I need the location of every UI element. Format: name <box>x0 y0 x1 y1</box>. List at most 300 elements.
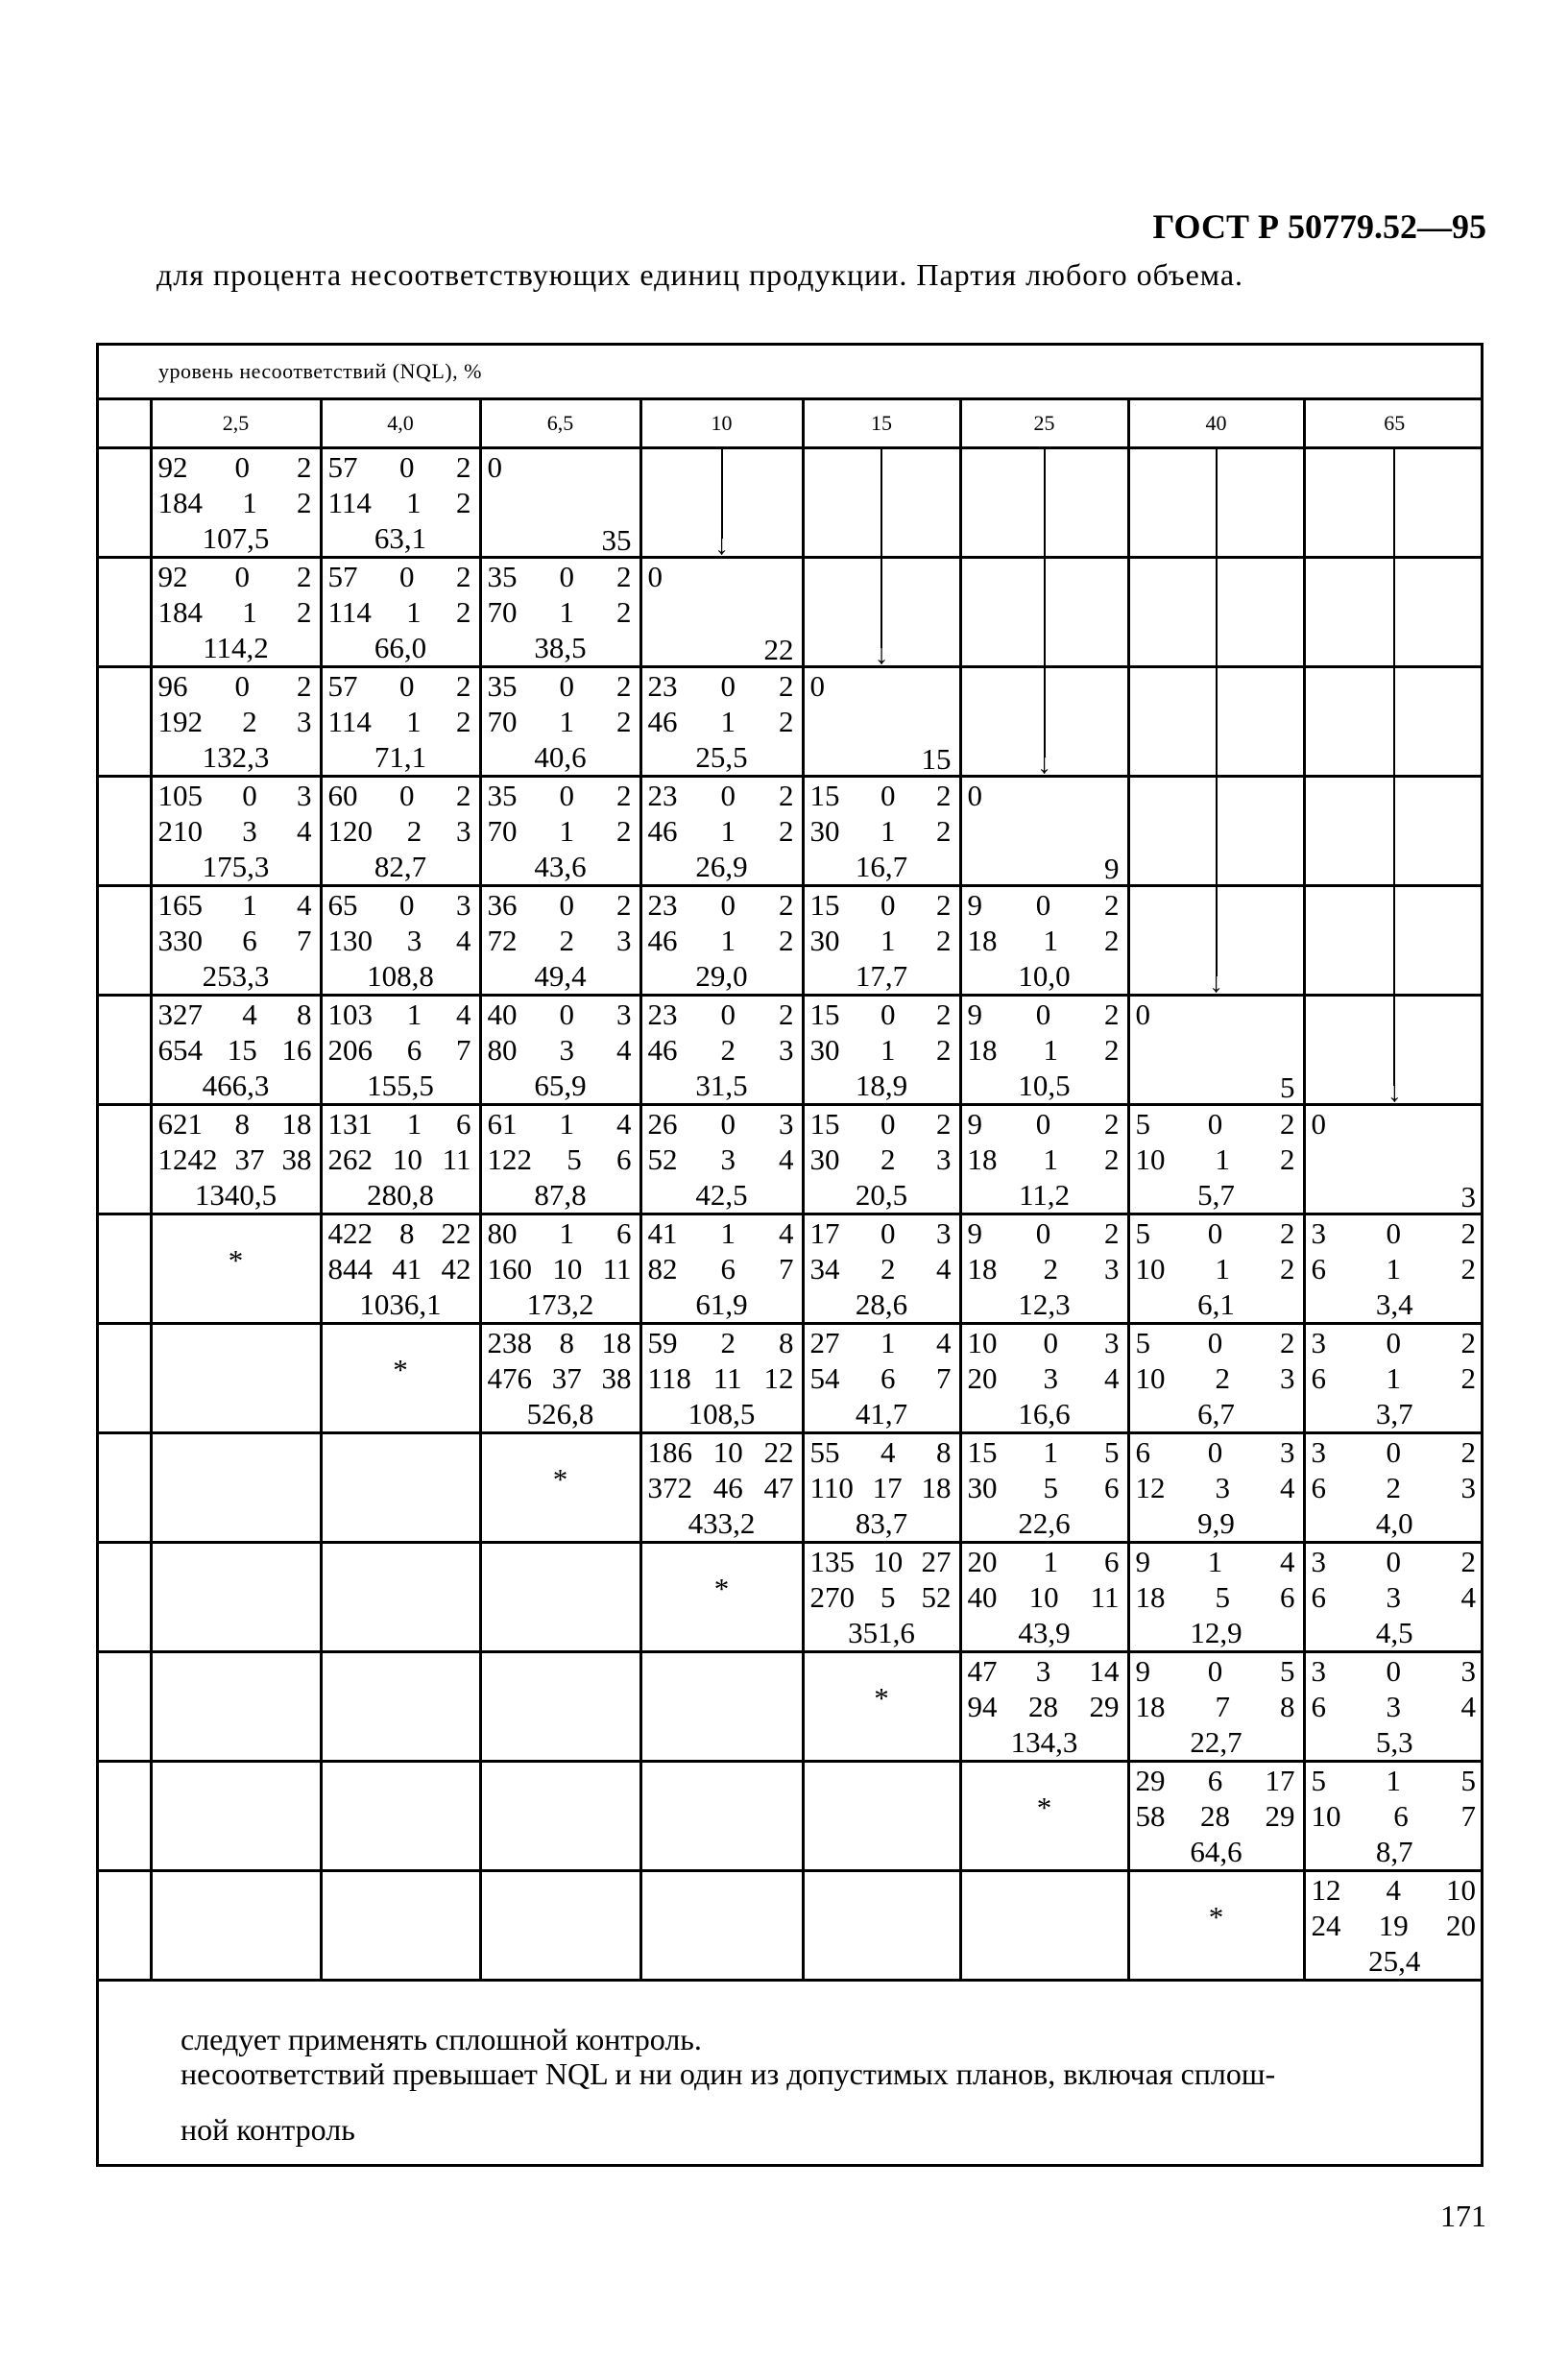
plan-value: 1 <box>559 1107 574 1141</box>
down-arrow-icon <box>1306 559 1484 665</box>
empty-cell <box>151 1762 321 1871</box>
down-arrow-icon <box>1130 559 1303 665</box>
plan-value: 30 <box>809 814 840 848</box>
table-body <box>96 448 1484 1981</box>
plan-value: 2 <box>720 1033 736 1067</box>
plan-value: 1 <box>1043 1142 1058 1176</box>
arrow-cell <box>960 448 1128 558</box>
plan-value: 0 <box>1207 1107 1223 1141</box>
plan-cell <box>960 996 1128 1105</box>
plan-cell <box>480 1105 640 1214</box>
plan-value: 844 <box>327 1252 373 1286</box>
plan-value: 2 <box>779 888 794 922</box>
table-row <box>96 1324 1484 1433</box>
plan-value: 0 <box>234 560 250 593</box>
plan-line-first <box>1130 1763 1303 1798</box>
plan-value: 0 <box>1035 888 1051 922</box>
stub-header <box>96 399 151 448</box>
asterisk-mark: * <box>874 1681 889 1715</box>
plan-line-second <box>805 1360 959 1396</box>
table-row <box>96 1543 1484 1652</box>
plan-value: 0 <box>880 998 896 1031</box>
plan-value: 8 <box>234 1107 250 1141</box>
sample-size: 35 <box>601 523 632 557</box>
full-inspection-cell <box>803 1652 960 1762</box>
plan-cell <box>960 1433 1128 1543</box>
plan-total: 8,7 <box>1375 1835 1413 1868</box>
plan-value: 30 <box>809 924 840 957</box>
plan-value: 2 <box>1280 1326 1295 1359</box>
plan-total: 43,6 <box>534 850 587 883</box>
plan-value: 42 <box>441 1252 471 1286</box>
arrow-cell <box>1304 886 1484 996</box>
plan-value: 422 <box>327 1216 373 1250</box>
arrow-cell <box>960 558 1128 667</box>
plan-value: 0 <box>1386 1326 1401 1359</box>
row-stub <box>96 1324 151 1433</box>
column-header: 2,5 <box>151 399 321 448</box>
plan-cell <box>640 996 803 1105</box>
plan-value: 26 <box>647 1107 678 1141</box>
plan-line-first <box>323 1215 479 1251</box>
footnote-line-1: следует применять сплошной контроль. <box>181 2022 702 2056</box>
plan-cell <box>1304 1324 1484 1433</box>
plan-cell <box>480 886 640 996</box>
plan-value: 0 <box>1043 1326 1058 1359</box>
plan-value: 3 <box>936 1216 952 1250</box>
full-inspection-cell <box>480 1433 640 1543</box>
plan-total: 18,9 <box>855 1069 908 1102</box>
plan-value: 82 <box>647 1252 678 1286</box>
empty-cell <box>321 1762 480 1871</box>
plan-cell <box>803 1543 960 1652</box>
plan-value: 5 <box>1311 1764 1326 1797</box>
plan-value: 372 <box>647 1471 692 1504</box>
table-row <box>96 1652 1484 1762</box>
plan-value: 0 <box>399 669 415 703</box>
plan-value: 210 <box>157 814 203 848</box>
plan-line-second <box>1306 1360 1484 1396</box>
plan-total: 22,6 <box>1018 1506 1071 1540</box>
plan-value: 3 <box>936 1142 952 1176</box>
plan-value: 5 <box>1135 1326 1150 1359</box>
plan-value: 270 <box>809 1580 855 1614</box>
plan-line-first <box>1130 1325 1303 1360</box>
plan-value: 22 <box>763 1435 794 1469</box>
empty-cell <box>321 1543 480 1652</box>
plan-value: 1 <box>242 486 257 519</box>
plan-value: 0 <box>1207 1216 1223 1250</box>
plan-line-first <box>805 1106 959 1142</box>
plan-value: 186 <box>647 1435 692 1469</box>
plan-total: 351,6 <box>848 1616 915 1649</box>
plan-value: 6 <box>616 1216 632 1250</box>
plan-line-second <box>1306 1470 1484 1505</box>
plan-value: 15 <box>809 779 840 812</box>
row-stub <box>96 996 151 1105</box>
plan-value: 34 <box>809 1252 840 1286</box>
plan-value: 2 <box>616 779 632 812</box>
plan-cell <box>151 777 321 886</box>
plan-value: 18 <box>1135 1690 1166 1723</box>
plan-line-second <box>323 1251 479 1286</box>
plan-value: 9 <box>967 888 982 922</box>
plan-value: 4 <box>1280 1545 1295 1578</box>
plan-total: 31,5 <box>695 1069 748 1102</box>
plan-value: 41 <box>392 1252 422 1286</box>
plan-cell <box>803 1214 960 1324</box>
plan-value: 1 <box>1043 1545 1058 1578</box>
plan-value: 58 <box>1135 1799 1166 1833</box>
plan-value: 6 <box>1135 1435 1150 1469</box>
plan-total: 83,7 <box>855 1506 908 1540</box>
plan-line-second <box>1130 1360 1303 1396</box>
plan-value: 28 <box>1200 1799 1230 1833</box>
plan-value: 2 <box>297 486 312 519</box>
plan-value: 40 <box>967 1580 998 1614</box>
plan-cell <box>803 777 960 886</box>
plan-value: 4 <box>1104 1361 1120 1395</box>
plan-value: 0 <box>1386 1654 1401 1688</box>
plan-cell <box>1128 1433 1304 1543</box>
plan-value: 29 <box>1265 1799 1295 1833</box>
plan-value: 10 <box>1135 1361 1166 1395</box>
plan-value: 4 <box>1386 1873 1401 1907</box>
plan-value: 1 <box>720 814 736 848</box>
plan-value: 30 <box>809 1142 840 1176</box>
plan-value: 3 <box>1311 1435 1326 1469</box>
plan-value: 8 <box>1280 1690 1295 1723</box>
plan-line-second <box>323 1142 479 1177</box>
plan-value: 16 <box>281 1033 312 1067</box>
plan-value: 114 <box>327 705 372 738</box>
plan-value: 2 <box>559 924 574 957</box>
plan-value: 54 <box>809 1361 840 1395</box>
plan-cell <box>803 1105 960 1214</box>
empty-cell <box>480 1871 640 1981</box>
plan-value: 80 <box>487 1216 518 1250</box>
plan-value: 6 <box>880 1361 896 1395</box>
plan-value: 15 <box>227 1033 257 1067</box>
plan-value: 0 <box>1386 1545 1401 1578</box>
down-arrow-icon <box>1306 887 1484 994</box>
plan-total: 25,5 <box>695 740 748 774</box>
plan-cell <box>321 1105 480 1214</box>
plan-cell <box>151 558 321 667</box>
plan-value: 2 <box>1460 1326 1476 1359</box>
plan-value: 59 <box>647 1326 678 1359</box>
table-row <box>96 1871 1484 1981</box>
down-arrow-icon: ↓ <box>962 668 1127 775</box>
plan-value: 238 <box>487 1326 532 1359</box>
plan-total: 65,9 <box>534 1069 587 1102</box>
plan-line-second <box>153 704 320 739</box>
plan-total: 29,0 <box>695 959 748 993</box>
arrow-cell <box>1304 558 1484 667</box>
plan-cell <box>321 448 480 558</box>
plan-value: 2 <box>616 814 632 848</box>
plan-value: 0 <box>242 779 257 812</box>
plan-value: 0 <box>399 888 415 922</box>
plan-value: 46 <box>647 814 678 848</box>
table-row <box>96 1214 1484 1324</box>
plan-value: 10 <box>1446 1873 1476 1907</box>
down-arrow-icon <box>1306 449 1484 556</box>
plan-line-second <box>153 1032 320 1068</box>
plan-line-second <box>482 813 639 849</box>
plan-cell <box>960 1324 1128 1433</box>
plan-value: 3 <box>406 924 422 957</box>
plan-value: 105 <box>157 779 203 812</box>
plan-value: 35 <box>487 560 518 593</box>
plan-line-second <box>323 704 479 739</box>
plan-value: 4 <box>1460 1690 1476 1723</box>
plan-total: 155,5 <box>367 1069 434 1102</box>
down-arrow-icon <box>1130 778 1303 884</box>
plan-value: 6 <box>1104 1545 1120 1578</box>
empty-cell <box>803 1762 960 1871</box>
table-row <box>96 558 1484 667</box>
plan-value: 92 <box>157 450 188 484</box>
plan-line-second <box>962 1142 1127 1177</box>
column-header: 65 <box>1304 399 1484 448</box>
plan-value: 3 <box>779 1107 794 1141</box>
plan-value: 3 <box>1311 1326 1326 1359</box>
plan-value: 3 <box>1460 1471 1476 1504</box>
plan-value: 9 <box>1135 1654 1150 1688</box>
plan-value: 70 <box>487 705 518 738</box>
plan-line-first <box>962 1106 1127 1142</box>
plan-value: 6 <box>406 1033 422 1067</box>
plan-value: 103 <box>327 998 373 1031</box>
plan-value: 15 <box>809 888 840 922</box>
arrow-cell <box>1128 667 1304 777</box>
plan-line-first <box>642 997 802 1032</box>
empty-cell <box>960 1871 1128 1981</box>
sample-size: 9 <box>1104 852 1120 885</box>
plan-line-second <box>805 923 959 958</box>
plan-total: 43,9 <box>1018 1616 1071 1649</box>
plan-line-first <box>1306 1763 1484 1798</box>
plan-value: 1 <box>720 1216 736 1250</box>
plan-value: 2 <box>779 924 794 957</box>
plan-value: 22 <box>441 1216 471 1250</box>
plan-line-first <box>153 1106 320 1142</box>
plan-line-first <box>642 668 802 704</box>
plan-line-first <box>642 778 802 813</box>
plan-value: 3 <box>1104 1326 1120 1359</box>
plan-total: 12,3 <box>1018 1287 1071 1321</box>
plan-value: 0 <box>1207 1326 1223 1359</box>
down-arrow-icon <box>1306 778 1484 884</box>
plan-value: 0 <box>880 1107 896 1141</box>
down-arrow-icon: ↓ <box>642 449 802 556</box>
plan-value: 1 <box>406 705 422 738</box>
plan-total: 49,4 <box>534 959 587 993</box>
plan-line-first <box>482 668 639 704</box>
asterisk-mark: * <box>1208 1900 1224 1934</box>
plan-value: 29 <box>1135 1764 1166 1797</box>
plan-value: 0 <box>559 669 574 703</box>
plan-line-first <box>805 887 959 923</box>
plan-value: 15 <box>809 1107 840 1141</box>
plan-value: 2 <box>455 705 471 738</box>
plan-value: 2 <box>936 998 952 1031</box>
plan-value: 2 <box>456 669 471 703</box>
plan-cell <box>151 667 321 777</box>
plan-cell <box>480 777 640 886</box>
plan-value: 2 <box>1280 1216 1295 1250</box>
plan-value: 2 <box>616 560 632 593</box>
zero-plan-cell <box>960 777 1128 886</box>
plan-value: 38 <box>601 1361 632 1395</box>
plan-value: 20 <box>967 1545 998 1578</box>
plan-total: 87,8 <box>534 1178 587 1212</box>
plan-line-second <box>1130 1579 1303 1615</box>
plan-value: 1 <box>406 595 422 629</box>
plan-total: 12,9 <box>1190 1616 1242 1649</box>
plan-line-second <box>482 704 639 739</box>
plan-line-second <box>323 813 479 849</box>
plan-value: 1 <box>1215 1252 1230 1286</box>
plan-value: 52 <box>921 1580 952 1614</box>
column-header: 10 <box>640 399 803 448</box>
plan-value: 37 <box>234 1142 265 1176</box>
plan-total: 61,9 <box>695 1287 748 1321</box>
plan-value: 2 <box>1215 1361 1230 1395</box>
plan-line-second <box>805 1251 959 1286</box>
row-stub <box>96 1105 151 1214</box>
plan-line-first <box>153 997 320 1032</box>
empty-cell <box>151 1324 321 1433</box>
plan-total: 526,8 <box>526 1397 594 1430</box>
nql-label: уровень несоответствий (NQL), % <box>158 359 482 383</box>
plan-total: 20,5 <box>855 1178 908 1212</box>
plan-value: 6 <box>1207 1764 1223 1797</box>
plan-value: 0 <box>1035 1216 1051 1250</box>
plan-line-second <box>962 1470 1127 1505</box>
plan-value: 2 <box>880 1252 896 1286</box>
plan-value: 327 <box>157 998 203 1031</box>
plan-value: 6 <box>1311 1471 1326 1504</box>
zero-value: 0 <box>967 779 982 812</box>
plan-value: 5 <box>1043 1471 1058 1504</box>
plan-value: 165 <box>157 888 203 922</box>
plan-value: 0 <box>1386 1216 1401 1250</box>
plan-total: 114,2 <box>203 631 269 664</box>
plan-line-first <box>482 887 639 923</box>
plan-line-second <box>323 485 479 520</box>
plan-value: 18 <box>601 1326 632 1359</box>
zero-value: 0 <box>1311 1107 1326 1141</box>
plan-value: 46 <box>647 705 678 738</box>
plan-total: 1340,5 <box>194 1178 277 1212</box>
plan-value: 0 <box>720 669 736 703</box>
plan-value: 6 <box>1311 1252 1326 1286</box>
plan-value: 2 <box>880 1142 896 1176</box>
plan-value: 122 <box>487 1142 532 1176</box>
plan-value: 2 <box>779 998 794 1031</box>
plan-value: 2 <box>1104 1216 1120 1250</box>
sample-size: 5 <box>1280 1070 1295 1104</box>
plan-line-second <box>642 1142 802 1177</box>
plan-value: 4 <box>616 1107 632 1141</box>
plan-value: 20 <box>967 1361 998 1395</box>
sample-size: 3 <box>1460 1180 1476 1214</box>
plan-value: 118 <box>647 1361 691 1395</box>
plan-value: 6 <box>1104 1471 1120 1504</box>
plan-value: 6 <box>720 1252 736 1286</box>
plan-value: 1 <box>559 705 574 738</box>
plan-value: 1 <box>880 814 896 848</box>
plan-value: 17 <box>872 1471 903 1504</box>
plan-value: 24 <box>1311 1909 1341 1942</box>
plan-value: 10 <box>552 1252 583 1286</box>
plan-cell <box>1304 1214 1484 1324</box>
plan-line-second <box>482 594 639 630</box>
plan-value: 1 <box>1215 1142 1230 1176</box>
plan-line-second <box>153 813 320 849</box>
plan-total: 173,2 <box>526 1287 594 1321</box>
asterisk-mark: * <box>552 1462 568 1496</box>
empty-cell <box>151 1871 321 1981</box>
plan-value: 184 <box>157 595 203 629</box>
empty-cell <box>640 1762 803 1871</box>
plan-value: 7 <box>297 924 312 957</box>
plan-value: 1 <box>880 1033 896 1067</box>
plan-line-second <box>153 1142 320 1177</box>
plan-cell <box>960 1214 1128 1324</box>
table-row <box>96 886 1484 996</box>
plan-cell <box>803 996 960 1105</box>
plan-line-second <box>482 1032 639 1068</box>
arrow-cell <box>803 558 960 670</box>
plan-value: 6 <box>616 1142 632 1176</box>
plan-cell <box>1304 1871 1484 1981</box>
plan-value: 160 <box>487 1252 532 1286</box>
plan-value: 46 <box>647 924 678 957</box>
plan-total: 17,7 <box>855 959 908 993</box>
plan-value: 3 <box>1311 1545 1326 1578</box>
plan-value: 3 <box>297 705 312 738</box>
plan-value: 2 <box>297 450 312 484</box>
plan-value: 8 <box>399 1216 415 1250</box>
plan-cell <box>480 1214 640 1324</box>
plan-total: 41,7 <box>855 1397 908 1430</box>
plan-line-second <box>962 1689 1127 1724</box>
plan-value: 3 <box>1386 1580 1401 1614</box>
plan-value: 120 <box>327 814 373 848</box>
plan-value: 11 <box>442 1142 471 1176</box>
plan-value: 94 <box>967 1690 998 1723</box>
empty-cell <box>321 1871 480 1981</box>
plan-value: 4 <box>242 998 257 1031</box>
plan-line-first <box>482 1215 639 1251</box>
zero-value: 0 <box>647 560 663 593</box>
plan-value: 3 <box>1043 1361 1058 1395</box>
plan-value: 3 <box>1460 1654 1476 1688</box>
plan-value: 3 <box>1280 1361 1295 1395</box>
plan-value: 2 <box>1104 1142 1120 1176</box>
plan-value: 2 <box>616 669 632 703</box>
full-inspection-cell <box>960 1762 1128 1871</box>
plan-value: 1 <box>720 705 736 738</box>
plan-line-first <box>323 449 479 485</box>
plan-value: 38 <box>281 1142 312 1176</box>
down-arrow-icon: ↓ <box>1306 997 1484 1103</box>
plan-line-second <box>805 1142 959 1177</box>
plan-value: 4 <box>456 998 471 1031</box>
